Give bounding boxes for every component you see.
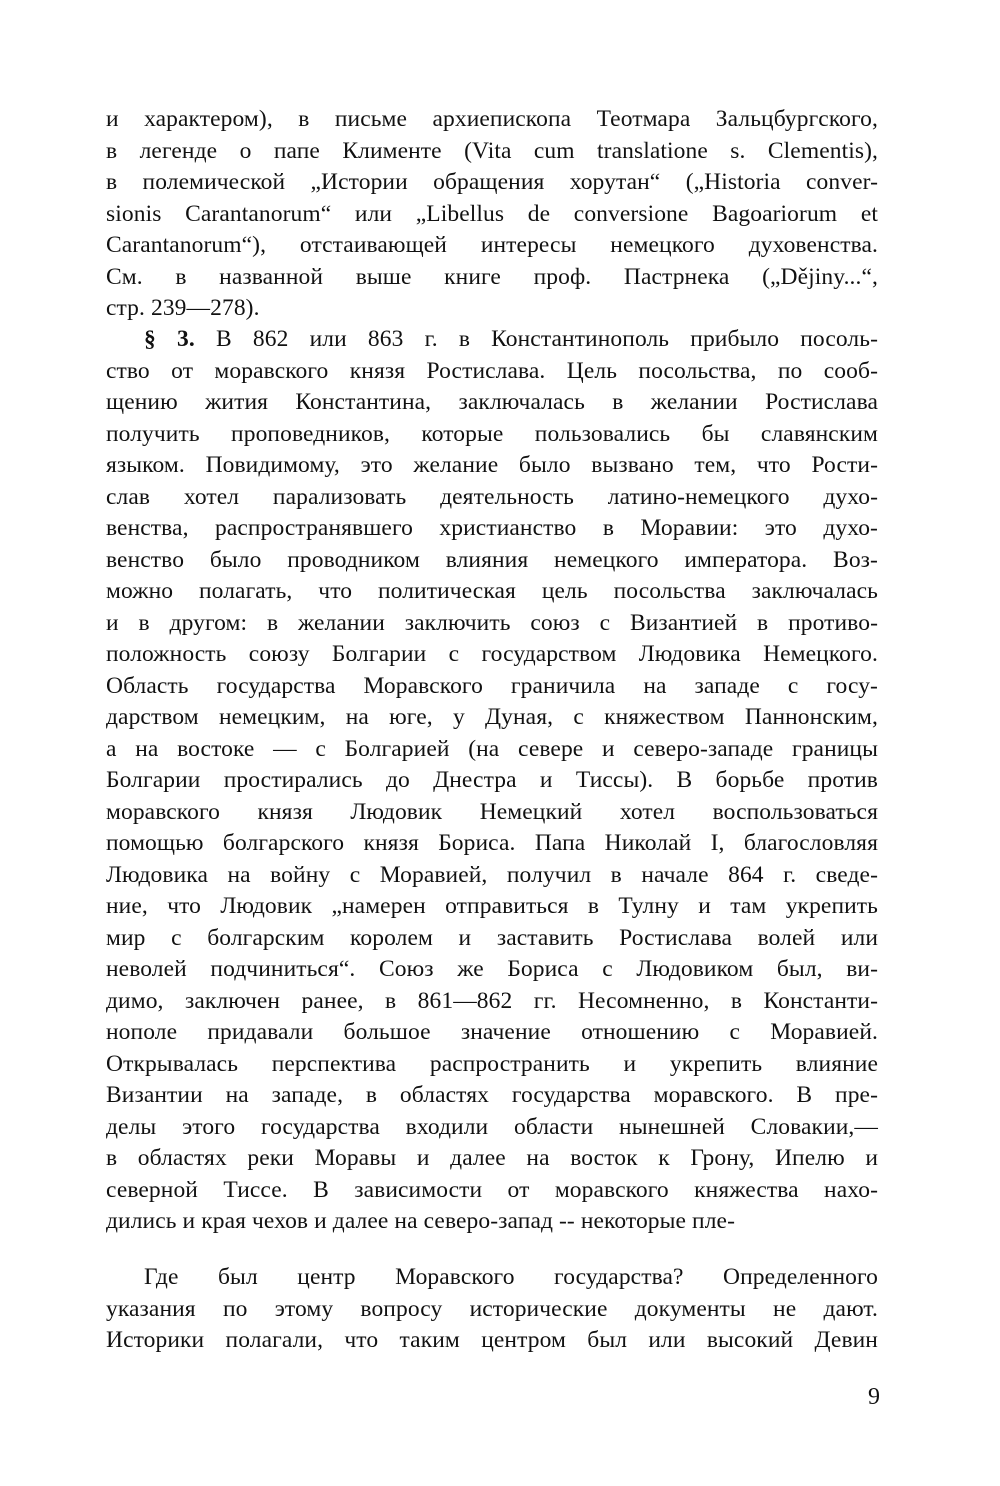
text-line: Историки полагали, что таким центром был или высокий Девин	[106, 1327, 878, 1353]
text-line: ние, что Людовик „намерен отправиться в Тулну и там укрепить	[106, 893, 878, 919]
text-line: в полемической „Истории обращения хорутан“ („Historia conver-	[106, 169, 878, 195]
text-line: и характером), в письме архиепископа Теотмара Зальцбургского,	[106, 106, 878, 132]
text-line: и в другом: в желании заключить союз с Византией в противо-	[106, 609, 878, 636]
text-line: неволей подчиниться“. Союз же Бориса с Людовиком был, ви-	[106, 956, 878, 982]
text-line: Область государства Моравского граничила на западе с госу-	[106, 672, 878, 699]
text-line: языком. Повидимому, это желание было вызвано тем, что Рости-	[106, 452, 878, 478]
text-line: указания по этому вопросу исторические документы не дают.	[106, 1295, 878, 1322]
text-line: получить проповедников, которые пользовались бы славянским	[106, 420, 878, 447]
text-line-rest: В 862 или 863 г. в Константинополь прибыло посоль-	[215, 326, 878, 352]
text-line: Carantanorum“), отстаивающей интересы немецкого духовенства.	[106, 232, 878, 258]
text-line: димо, заключен ранее, в 861—862 гг. Несомненно, в Константи-	[106, 987, 878, 1014]
text-line: Открывалась перспектива распространить и укрепить влияние	[106, 1050, 878, 1077]
paragraph-moravian-center	[106, 1262, 878, 1357]
text-line: Людовика на войну с Моравией, получил в начале 864 г. сведе-	[106, 861, 878, 888]
paragraph-footnote-continuation	[106, 104, 878, 325]
page-number: 9	[868, 1384, 880, 1410]
text-line: щению жития Константина, заключалась в желании Ростислава	[106, 389, 878, 415]
text-line: делы этого государства входили области нынешней Словакии,—	[106, 1113, 878, 1140]
text-line: моравского князя Людовик Немецкий хотел воспользоваться	[106, 798, 878, 825]
text-line: Болгарии простирались до Днестра и Тиссы). В борьбе против	[106, 767, 878, 793]
text-line: а на востоке — с Болгарией (на севере и северо-западе границы	[106, 735, 878, 762]
text-line: дарством немецким, на юге, у Дуная, с княжеством Паннонским,	[106, 704, 878, 730]
text-line: в легенде о папе Клименте (Vita cum translatione s. Clementis),	[106, 137, 878, 164]
text-line: стр. 239—278).	[106, 295, 260, 321]
paragraph-section-3	[106, 324, 878, 1238]
text-line: можно полагать, что политическая цель посольства заключалась	[106, 578, 878, 604]
text-line: нополе придавали большое значение отношению с Моравией.	[106, 1019, 878, 1045]
text-line: sionis Carantanorum“ или „Libellus de conversione Bagoariorum et	[106, 200, 878, 227]
text-line-first: Где был центр Моравского государства? Определенного	[144, 1264, 878, 1290]
text-line: положность союзу Болгарии с государством Людовика Немецкого.	[106, 641, 878, 667]
section-mark: § 3.	[144, 326, 195, 352]
text-line: венство было проводником влияния немецкого императора. Воз-	[106, 546, 878, 573]
text-line: Византии на западе, в областях государства моравского. В пре-	[106, 1082, 878, 1108]
text-line: дились и края чехов и далее на северо-запад -- некоторые пле-	[106, 1208, 736, 1234]
text-line: помощью болгарского князя Бориса. Папа Николай I, благословляя	[106, 830, 878, 856]
text-line: См. в названной выше книге проф. Пастрнека („Dějiny...“,	[106, 263, 878, 290]
text-line: венства, распространявшего христианство в Моравии: это духо-	[106, 515, 878, 541]
text-line-first	[106, 324, 878, 356]
text-line: северной Тиссе. В зависимости от моравского княжества нахо-	[106, 1176, 878, 1203]
text-line: слав хотел парализовать деятельность латино-немецкого духо-	[106, 483, 878, 510]
text-line: ство от моравского князя Ростислава. Цель посольства, по сооб-	[106, 357, 878, 384]
text-line: мир с болгарским королем и заставить Ростислава волей или	[106, 924, 878, 951]
text-line: в областях реки Моравы и далее на восток к Грону, Ипелю и	[106, 1145, 878, 1171]
